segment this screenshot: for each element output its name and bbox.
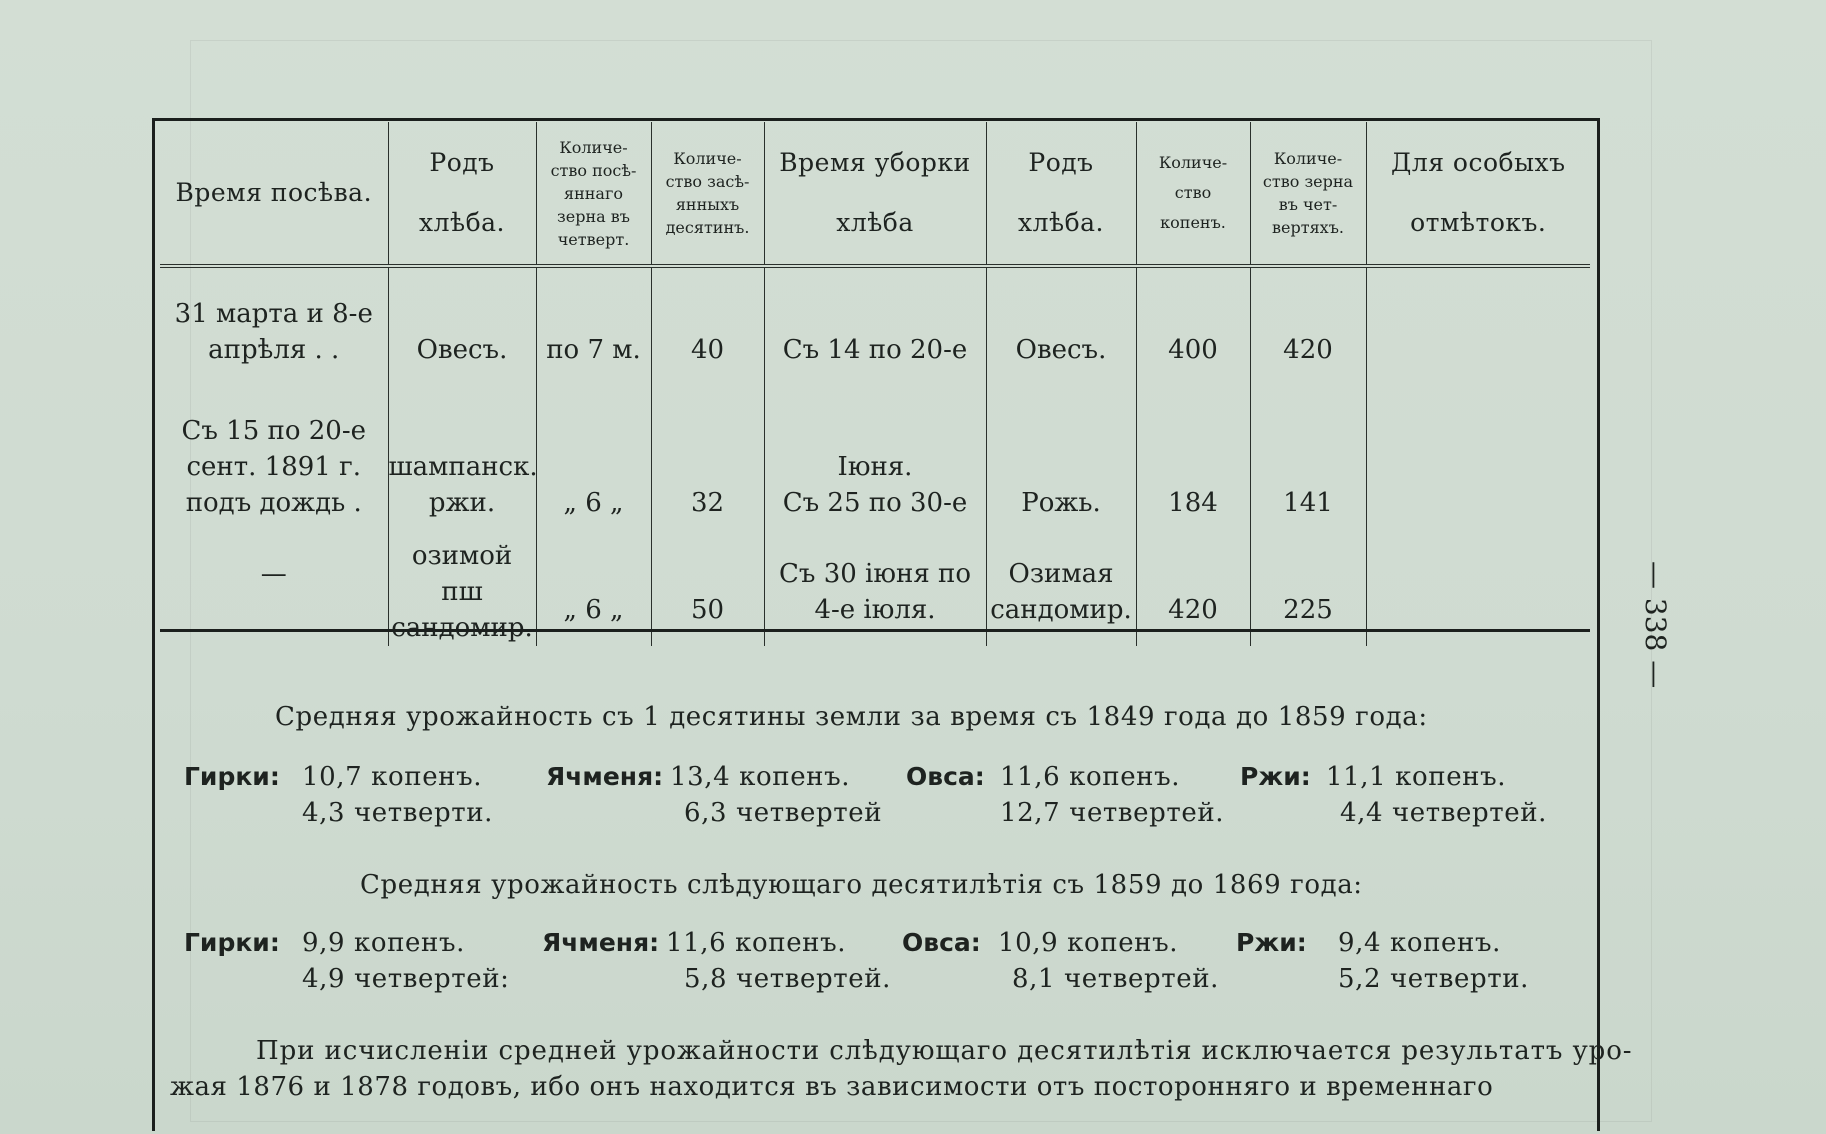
section2-name-2: Ячменя: xyxy=(542,928,660,957)
cell-harvest-l1: Съ 14 по 20-е xyxy=(782,335,968,365)
cell-stacks xyxy=(1136,266,1250,396)
cell-area-l1: 40 xyxy=(690,335,725,365)
table-row xyxy=(160,266,1590,396)
header-seed-qty-l5: четверт. xyxy=(557,229,630,249)
cell-notes xyxy=(1366,266,1590,396)
cell-grain xyxy=(388,396,536,538)
section2-val2-4: 5,2 четверти. xyxy=(1338,964,1530,994)
header-stacks-l1: Количе- xyxy=(1158,153,1228,172)
cell-sow-time-l1: Съ 15 по 20-е xyxy=(181,416,367,446)
cell-sow-time-l1: 31 марта и 8-е xyxy=(174,299,373,329)
section2-val1-1: 9,9 копенъ. xyxy=(302,928,465,958)
section2-val1-3: 10,9 копенъ. xyxy=(998,928,1179,958)
paragraph-line-1: При исчисленiи средней урожайности слѣдующаго десятилѣтiя исключается результатъ уро- xyxy=(256,1036,1633,1066)
cell-seed-l1: по 7 м. xyxy=(546,335,641,365)
cell-sow-time-l1: — xyxy=(260,559,287,589)
section1-name-1: Гирки: xyxy=(184,762,280,791)
cell-grain2-l1: Рожь. xyxy=(1021,488,1101,518)
section2-val2-3: 8,1 четвертей. xyxy=(1012,964,1220,994)
cell-grain xyxy=(388,266,536,396)
cell-grain-l1: шампанск. xyxy=(388,452,538,482)
header-grain-qty-l1: Количе- xyxy=(1273,149,1343,168)
cell-sow-time-l2: апрѣля . . xyxy=(208,335,340,365)
section1-val2-1: 4,3 четверти. xyxy=(302,798,494,828)
header-sown-area-l3: янныхъ xyxy=(675,195,740,214)
cell-sow-time-l3: подъ дождь . xyxy=(185,488,362,518)
header-notes xyxy=(1366,122,1590,266)
header-harvest-time xyxy=(764,122,986,266)
cell-seed-l1: „ 6 „ xyxy=(563,595,624,625)
header-sow-time-label: Время посѣва. xyxy=(175,178,373,207)
header-grain-qty-l3: въ чет- xyxy=(1278,195,1338,214)
header-seed-qty-l2: ство посѣ- xyxy=(550,160,637,180)
section1-val1-4: 11,1 копенъ. xyxy=(1326,762,1507,792)
header-sown-area-l4: десятинъ. xyxy=(665,218,750,237)
header-harvest-time-l2: хлѣба xyxy=(836,208,914,237)
section1-val2-3: 12,7 четвертей. xyxy=(1000,798,1225,828)
table-header-row xyxy=(160,122,1590,266)
cell-stacks-l1: 184 xyxy=(1168,488,1218,518)
cell-grain2 xyxy=(986,266,1136,396)
cell-area-l1: 50 xyxy=(690,595,725,625)
header-seed-qty-l4: зерна въ xyxy=(557,206,630,226)
section2-name-3: Овса: xyxy=(902,928,981,957)
header-harvest-time-l1: Время уборки xyxy=(779,148,971,177)
section2-val1-2: 11,6 копенъ. xyxy=(666,928,847,958)
cell-harvest xyxy=(764,266,986,396)
header-grain-kind-2-l1: Родъ xyxy=(1028,148,1094,177)
table-row xyxy=(160,396,1590,538)
cell-harvest-l1: Съ 30 iюня по xyxy=(779,559,971,589)
cell-sow-time xyxy=(160,396,388,538)
section2-title: Средняя урожайность слѣдующаго десятилѣтiя съ 1859 до 1869 года: xyxy=(360,870,1363,900)
cell-stacks xyxy=(1136,396,1250,538)
header-grain-qty-l4: вертяхъ. xyxy=(1272,218,1344,237)
sowing-harvest-table xyxy=(160,122,1590,646)
paragraph-line-2: жая 1876 и 1878 годовъ, ибо онъ находится въ зависимости отъ посторонняго и временнаго xyxy=(170,1072,1494,1102)
cell-stacks-l1: 420 xyxy=(1168,595,1218,625)
header-notes-l1: Для особыхъ xyxy=(1391,148,1566,177)
header-seed-qty-l1: Количе- xyxy=(559,137,628,157)
header-sown-area-l1: Количе- xyxy=(673,149,742,168)
cell-harvest-l1: Iюня. xyxy=(837,452,913,482)
header-sow-time xyxy=(160,122,388,266)
cell-area xyxy=(651,266,764,396)
section2-name-4: Ржи: xyxy=(1236,928,1307,957)
section1-val2-2: 6,3 четвертей xyxy=(684,798,883,828)
cell-seed-l1: „ 6 „ xyxy=(563,488,624,518)
section2-val2-2: 5,8 четвертей. xyxy=(684,964,892,994)
cell-area xyxy=(651,396,764,538)
header-grain-kind-l1: Родъ xyxy=(429,148,495,177)
section1-name-3: Овса: xyxy=(906,762,985,791)
header-stacks-l2: ство xyxy=(1174,183,1212,202)
cell-harvest-l2: Съ 25 по 30-е xyxy=(782,488,968,518)
section1-name-2: Ячменя: xyxy=(546,762,664,791)
table-bottom-rule xyxy=(160,629,1590,632)
header-grain-kind xyxy=(388,122,536,266)
cell-grain2 xyxy=(986,396,1136,538)
header-sown-area-l2: ство засѣ- xyxy=(665,172,750,191)
section1-name-4: Ржи: xyxy=(1240,762,1311,791)
cell-yield xyxy=(1250,396,1366,538)
header-seed-qty xyxy=(536,122,651,266)
header-stacks xyxy=(1136,122,1250,266)
cell-grain2-l2: сандомир. xyxy=(990,595,1132,625)
page-number: — 338 — xyxy=(1639,561,1672,689)
header-grain-kind-l2: хлѣба. xyxy=(419,208,505,237)
cell-yield-l1: 141 xyxy=(1283,488,1333,518)
cell-area-l1: 32 xyxy=(690,488,725,518)
cell-grain2-l1: Овесъ. xyxy=(1015,335,1107,365)
cell-grain2-l1: Озимая xyxy=(1008,559,1114,589)
header-grain-kind-2-l2: хлѣба. xyxy=(1018,208,1104,237)
cell-seed xyxy=(536,266,651,396)
header-sown-area xyxy=(651,122,764,266)
cell-notes xyxy=(1366,396,1590,538)
header-notes-l2: отмѣтокъ. xyxy=(1410,208,1547,237)
section1-val1-2: 13,4 копенъ. xyxy=(670,762,851,792)
cell-grain-l2: ржи. xyxy=(428,488,496,518)
section1-title: Средняя урожайность съ 1 десятины земли за время съ 1849 года до 1859 года: xyxy=(275,702,1428,732)
cell-yield xyxy=(1250,266,1366,396)
cell-grain-l2: сандомир. xyxy=(391,613,533,643)
cell-yield-l1: 225 xyxy=(1283,595,1333,625)
cell-sow-time-l2: сент. 1891 г. xyxy=(186,452,361,482)
section2-val1-4: 9,4 копенъ. xyxy=(1338,928,1501,958)
section1-val1-3: 11,6 копенъ. xyxy=(1000,762,1181,792)
header-grain-qty xyxy=(1250,122,1366,266)
section1-val1-1: 10,7 копенъ. xyxy=(302,762,483,792)
section2-name-1: Гирки: xyxy=(184,928,280,957)
section1-val2-4: 4,4 четвертей. xyxy=(1340,798,1548,828)
cell-harvest-l2: 4-е iюля. xyxy=(814,595,936,625)
cell-harvest xyxy=(764,396,986,538)
cell-sow-time xyxy=(160,266,388,396)
cell-grain-l1: озимой пш xyxy=(411,541,513,607)
cell-seed xyxy=(536,396,651,538)
header-grain-kind-2 xyxy=(986,122,1136,266)
header-seed-qty-l3: яннаго xyxy=(564,183,623,203)
cell-yield-l1: 420 xyxy=(1283,335,1333,365)
cell-grain-l1: Овесъ. xyxy=(416,335,508,365)
header-stacks-l3: копенъ. xyxy=(1160,213,1226,232)
cell-stacks-l1: 400 xyxy=(1168,335,1218,365)
section2-val2-1: 4,9 четвертей: xyxy=(302,964,510,994)
header-grain-qty-l2: ство зерна xyxy=(1262,172,1354,191)
